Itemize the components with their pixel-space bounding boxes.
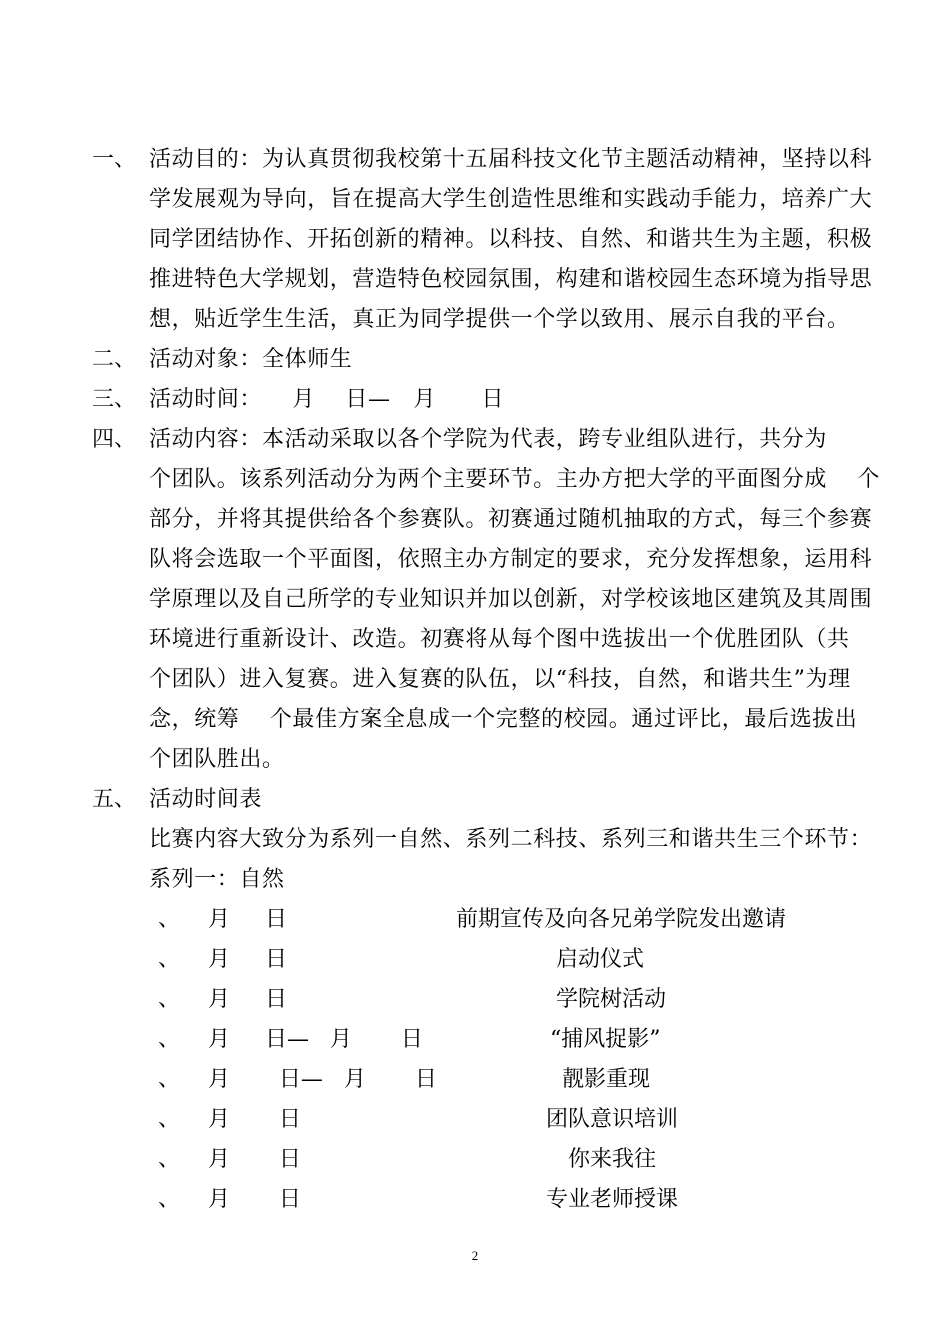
schedule-date: 、 月 日: [158, 1107, 301, 1132]
schedule-date: 、 月 日— 月 日: [158, 1067, 437, 1092]
schedule-date: 、 月 日: [158, 947, 287, 972]
schedule-event: 你来我往: [568, 1147, 657, 1172]
section-number: 五、: [92, 787, 137, 812]
schedule-event: 靓影重现: [562, 1067, 651, 1092]
paragraph-line: 活动内容：本活动采取以各个学院为代表，跨专业组队进行，共分为: [149, 427, 828, 452]
paragraph-line: 队将会选取一个平面图，依照主办方制定的要求，充分发挥想象，运用科: [149, 547, 873, 572]
paragraph-line: 学原理以及自己所学的专业知识并加以创新，对学校该地区建筑及其周围: [149, 587, 873, 612]
schedule-event: 前期宣传及向各兄弟学院发出邀请: [456, 907, 787, 932]
paragraph-line: 活动目的：为认真贯彻我校第十五届科技文化节主题活动精神，坚持以科: [149, 147, 873, 172]
section-number: 一、: [92, 147, 137, 172]
schedule-date: 、 月 日: [158, 1147, 301, 1172]
paragraph-line: 学发展观为导向，旨在提高大学生创造性思维和实践动手能力，培养广大: [149, 187, 873, 212]
paragraph-line: 个团队。该系列活动分为两个主要环节。主办方把大学的平面图分成 个: [149, 467, 880, 492]
paragraph-line: 活动时间表: [149, 787, 263, 812]
paragraph-line: 活动时间： 月 日— 月 日: [149, 387, 505, 412]
section-number: 二、: [92, 347, 137, 372]
paragraph-line: 系列一：自然: [149, 867, 285, 892]
schedule-date: 、 月 日: [158, 1187, 301, 1212]
paragraph-line: 个团队胜出。: [149, 747, 285, 772]
paragraph-line: 推进特色大学规划，营造特色校园氛围，构建和谐校园生态环境为指导思: [149, 267, 873, 292]
page-number: 2: [471, 1248, 479, 1263]
schedule-event: 学院树活动: [556, 987, 667, 1012]
schedule-date: 、 月 日: [158, 987, 287, 1012]
schedule-event: 团队意识培训: [546, 1107, 679, 1132]
paragraph-line: 环境进行重新设计、改造。初赛将从每个图中选拔出一个优胜团队（共: [149, 627, 850, 652]
schedule-date: 、 月 日: [158, 907, 287, 932]
paragraph-line: 部分，并将其提供给各个参赛队。初赛通过随机抽取的方式，每三个参赛: [149, 507, 873, 532]
paragraph-line: 想，贴近学生生活，真正为同学提供一个学以致用、展示自我的平台。: [149, 307, 850, 332]
paragraph-line: 念，统筹 个最佳方案全息成一个完整的校园。通过评比，最后选拔出: [149, 707, 858, 732]
schedule-event: “捕风捉影”: [550, 1027, 661, 1052]
schedule-event: 专业老师授课: [546, 1187, 679, 1212]
section-number: 四、: [92, 427, 137, 452]
section-number: 三、: [92, 387, 137, 412]
schedule-event: 启动仪式: [556, 947, 645, 972]
schedule-date: 、 月 日— 月 日: [158, 1027, 423, 1052]
paragraph-line: 同学团结协作、开拓创新的精神。以科技、自然、和谐共生为主题，积极: [149, 227, 873, 252]
paragraph-line: 活动对象：全体师生: [149, 347, 353, 372]
paragraph-line: 个团队）进入复赛。进入复赛的队伍，以“科技，自然，和谐共生”为理: [149, 667, 851, 692]
paragraph-line: 比赛内容大致分为系列一自然、系列二科技、系列三和谐共生三个环节：: [149, 827, 873, 852]
